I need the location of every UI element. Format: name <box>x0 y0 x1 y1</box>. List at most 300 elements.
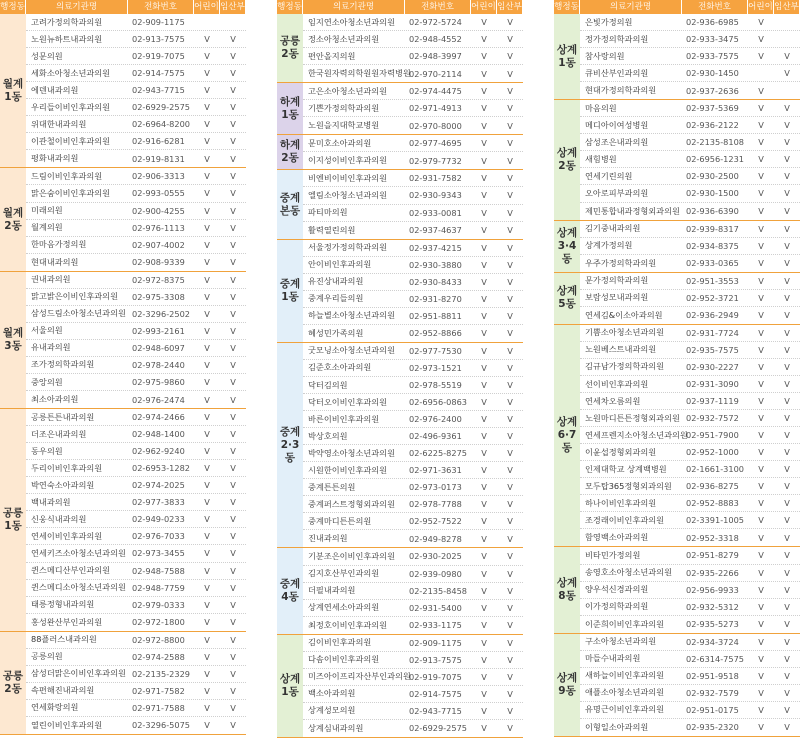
clinic-rows <box>26 168 246 270</box>
clinic-name: 김규남가정의학과의원 <box>585 361 665 372</box>
clinic-name: 두리이비인후과의원 <box>31 462 103 473</box>
clinic-phone: 02-930-2227 <box>686 361 739 372</box>
header-district: 행정동 <box>554 2 579 12</box>
clinic-phone: 02-933-1175 <box>409 620 462 631</box>
pregnant-check: V <box>230 274 236 285</box>
child-check: V <box>758 361 764 372</box>
child-check: V <box>204 68 210 79</box>
pregnant-check: V <box>507 516 513 527</box>
child-check: V <box>481 17 487 28</box>
district-group <box>277 14 523 83</box>
clinic-name: 연세키즈소아청소년과의원 <box>31 547 126 558</box>
pregnant-check: V <box>784 584 790 595</box>
clinic-name: 중계튼튼의원 <box>308 481 356 492</box>
pregnant-check: V <box>230 599 236 610</box>
clinic-row <box>580 31 800 48</box>
clinic-row <box>303 257 523 274</box>
clinic-phone: 02-943-7715 <box>409 705 462 716</box>
pregnant-check: V <box>507 568 513 579</box>
clinic-name: 백내과의원 <box>31 496 71 507</box>
clinic-rows <box>26 632 246 734</box>
clinic-row <box>580 529 800 546</box>
clinic-phone: 02-951-0175 <box>686 704 739 715</box>
clinic-name: 평화내과의원 <box>31 153 79 164</box>
clinic-phone: 02-933-0365 <box>686 258 739 269</box>
child-check: V <box>758 532 764 543</box>
child-check: V <box>758 379 764 389</box>
child-check: V <box>758 413 764 424</box>
clinic-row <box>303 31 523 48</box>
clinic-row <box>26 289 246 306</box>
clinic-row <box>580 203 800 220</box>
district-group <box>554 100 800 220</box>
pregnant-check: V <box>507 242 513 253</box>
clinic-row <box>26 116 246 133</box>
child-check: V <box>481 138 487 149</box>
child-check: V <box>204 617 210 628</box>
pregnant-check: V <box>507 259 513 270</box>
clinic-name: 함영백소아과의원 <box>585 532 649 543</box>
child-check: V <box>204 463 210 474</box>
clinic-row <box>580 651 800 668</box>
child-check: V <box>758 310 764 321</box>
pregnant-check: V <box>784 704 790 715</box>
pregnant-check: V <box>784 292 790 303</box>
child-check: V <box>758 292 764 303</box>
clinic-name: 연세이비인후과의원 <box>31 530 103 541</box>
clinic-name: 유내과의원 <box>31 342 71 353</box>
clinic-rows <box>26 409 246 631</box>
clinic-row <box>26 65 246 82</box>
pregnant-check: V <box>230 480 236 491</box>
clinic-name: 비엔비이비인후과의원 <box>308 172 388 183</box>
district-group <box>554 14 800 100</box>
clinic-name: 혜성민가족의원 <box>308 327 364 338</box>
clinic-row <box>26 700 246 717</box>
clinic-rows <box>303 343 523 548</box>
clinic-phone: 02-970-2114 <box>409 68 462 79</box>
clinic-name: 이관철이비인후과의원 <box>31 135 111 146</box>
clinic-row <box>580 616 800 633</box>
district-label: 중계 1동 <box>277 240 303 342</box>
pregnant-check: V <box>230 153 236 164</box>
clinic-phone: 02-2135-8108 <box>686 137 745 148</box>
district-label: 공릉 2동 <box>277 14 303 82</box>
child-check: V <box>758 240 764 251</box>
clinic-name: 문가정의학과의원 <box>585 275 649 286</box>
child-check: V <box>758 567 764 578</box>
clinic-name: 상계연세소아과의원 <box>308 602 380 613</box>
child-check: V <box>204 702 210 713</box>
clinic-phone: 02-939-8317 <box>686 223 739 234</box>
clinic-row <box>26 306 246 323</box>
child-check: V <box>204 222 210 233</box>
pregnant-check: V <box>507 34 513 45</box>
child-check: V <box>481 242 487 253</box>
pregnant-check: V <box>230 668 236 679</box>
clinic-name: 에덴내과의원 <box>31 84 79 95</box>
clinic-name: 위대한내과의원 <box>31 118 87 129</box>
clinic-row <box>26 48 246 65</box>
clinic-phone: 02-971-7582 <box>132 685 185 696</box>
pregnant-check: V <box>784 653 790 664</box>
clinic-phone: 02-937-4215 <box>409 242 462 253</box>
clinic-phone: 02-932-7579 <box>686 687 739 698</box>
clinic-phone: 02-2135-2329 <box>132 668 191 679</box>
clinic-name: 최소아과의원 <box>31 394 79 405</box>
clinic-phone: 02-948-4552 <box>409 34 462 45</box>
clinic-row <box>303 513 523 530</box>
clinic-name: 노원베스트내과의원 <box>585 344 657 355</box>
pregnant-check: V <box>507 310 513 321</box>
clinic-name: 성문의원 <box>31 50 63 61</box>
child-check: V <box>481 310 487 321</box>
pregnant-check: V <box>507 533 513 544</box>
child-check: V <box>204 188 210 199</box>
clinic-phone: 02-930-1500 <box>686 188 739 199</box>
clinic-phone: 02-951-8279 <box>686 550 739 561</box>
pregnant-check: V <box>507 293 513 304</box>
child-check: V <box>758 619 764 630</box>
clinic-phone: 02-6929-2575 <box>409 723 468 734</box>
clinic-phone: 02-909-1175 <box>132 17 185 28</box>
district-group <box>277 343 523 549</box>
pregnant-check: V <box>230 617 236 628</box>
clinic-row <box>26 580 246 597</box>
clinic-row <box>303 566 523 583</box>
district-group <box>0 168 246 271</box>
clinic-name: 진내과의원 <box>308 533 348 544</box>
clinic-row <box>26 272 246 289</box>
district-label: 월계 2동 <box>0 168 26 270</box>
pregnant-check: V <box>230 514 236 525</box>
pregnant-check: V <box>784 361 790 372</box>
child-check: V <box>204 257 210 268</box>
district-label: 공릉 2동 <box>0 632 26 734</box>
clinic-row <box>303 170 523 187</box>
pregnant-check: V <box>230 51 236 62</box>
pregnant-check: V <box>507 602 513 613</box>
district-label: 상계 5동 <box>554 273 580 324</box>
clinic-rows <box>580 14 800 99</box>
pregnant-check: V <box>507 585 513 596</box>
clinic-row <box>26 597 246 614</box>
clinic-name: 활력열린의원 <box>308 224 356 235</box>
clinic-phone: 02-936-2122 <box>686 120 739 131</box>
clinic-row <box>303 720 523 737</box>
pregnant-check: V <box>784 379 790 389</box>
clinic-row <box>303 83 523 100</box>
clinic-phone: 02-948-1400 <box>132 429 185 440</box>
clinic-name: 세화소아청소년과의원 <box>31 67 111 78</box>
clinic-name: 삼성조은내과의원 <box>585 136 649 147</box>
pregnant-check: V <box>230 342 236 353</box>
clinic-name: 서울정가정의학과의원 <box>308 242 388 253</box>
clinic-phone: 02-951-3553 <box>686 275 739 286</box>
clinic-phone: 02-909-1175 <box>409 637 462 648</box>
clinic-row <box>580 221 800 238</box>
pregnant-check: V <box>230 359 236 370</box>
clinic-phone: 02-930-8433 <box>409 276 462 287</box>
clinic-phone: 02-977-4695 <box>409 138 462 149</box>
clinic-name: 메디아이여성병원 <box>585 119 649 130</box>
pregnant-check: V <box>784 396 790 407</box>
child-check: V <box>481 431 487 442</box>
pregnant-check: V <box>507 551 513 562</box>
child-check: V <box>481 568 487 579</box>
clinic-row <box>580 168 800 185</box>
clinic-row <box>580 65 800 82</box>
pregnant-check: V <box>784 154 790 165</box>
clinic-row <box>303 274 523 291</box>
child-check: V <box>481 688 487 699</box>
clinic-phone: 02-932-7572 <box>686 413 739 424</box>
clinic-rows <box>303 14 523 82</box>
clinic-name: 파티마의원 <box>308 207 348 218</box>
district-group <box>277 135 523 170</box>
pregnant-check: V <box>507 448 513 459</box>
child-check: V <box>204 359 210 370</box>
pregnant-check: V <box>784 413 790 424</box>
child-check: V <box>204 668 210 679</box>
clinic-row <box>26 426 246 443</box>
clinic-phone: 02-907-4002 <box>132 239 185 250</box>
clinic-phone: 02-930-2500 <box>686 171 739 182</box>
district-group <box>554 547 800 633</box>
child-check: V <box>481 465 487 476</box>
clinic-name: 바른이비인후과의원 <box>308 413 380 424</box>
child-check: V <box>204 480 210 491</box>
child-check: V <box>481 448 487 459</box>
clinic-name: 연세기린의원 <box>585 170 633 181</box>
district-label: 월계 3동 <box>0 272 26 408</box>
clinic-row <box>26 632 246 649</box>
clinic-phone: 02-496-9361 <box>409 431 462 442</box>
clinic-name: 고은소아청소년과의원 <box>308 85 388 96</box>
clinic-name: 권내과의원 <box>31 274 71 285</box>
clinic-row <box>303 291 523 308</box>
district-label: 하계 2동 <box>277 135 303 169</box>
clinic-name: 현대내과의원 <box>31 256 79 267</box>
child-check: V <box>204 565 210 576</box>
clinic-phone: 02-973-3455 <box>132 548 185 559</box>
clinic-name: 노원을지대학교병원 <box>308 120 380 131</box>
pregnant-check: V <box>784 619 790 630</box>
pregnant-check: V <box>784 464 790 475</box>
district-label: 중계 본동 <box>277 170 303 238</box>
district-group <box>0 409 246 632</box>
clinic-row <box>580 273 800 290</box>
child-check: V <box>481 276 487 287</box>
clinic-name: 송영호소아청소년과의원 <box>585 567 673 578</box>
child-check: V <box>204 136 210 147</box>
district-label: 공릉 1동 <box>0 409 26 631</box>
clinic-rows <box>580 221 800 272</box>
clinic-rows <box>580 273 800 324</box>
pregnant-check: V <box>784 532 790 543</box>
clinic-phone: 02-930-1450 <box>686 68 739 79</box>
child-check: V <box>758 171 764 182</box>
clinic-row <box>580 478 800 495</box>
pregnant-check: V <box>507 190 513 201</box>
clinic-name: 최정호이비인후과의원 <box>308 619 388 630</box>
clinic-row <box>303 462 523 479</box>
pregnant-check: V <box>507 499 513 510</box>
pregnant-check: V <box>230 68 236 79</box>
district-group <box>554 273 800 325</box>
clinic-name: 상계심내과의원 <box>308 722 364 733</box>
child-check: V <box>481 51 487 62</box>
pregnant-check: V <box>784 601 790 612</box>
clinic-name: 기분조은이비인후과의원 <box>308 550 396 561</box>
clinic-name: 김준호소아과의원 <box>308 362 372 373</box>
clinic-row <box>303 377 523 394</box>
clinic-phone: 02-952-8866 <box>409 328 462 339</box>
clinic-name: 연세김&이소아과의원 <box>585 309 663 320</box>
clinic-phone: 02-952-3721 <box>686 292 739 303</box>
clinic-phone: 02-993-0555 <box>132 188 185 199</box>
clinic-name: 드림이비인후과의원 <box>31 170 103 181</box>
clinic-phone: 02-951-7900 <box>686 430 739 441</box>
clinic-name: 마들수내과의원 <box>585 653 641 664</box>
clinic-row <box>580 100 800 117</box>
clinic-rows <box>303 240 523 342</box>
child-check: V <box>758 722 764 733</box>
clinic-row <box>580 582 800 599</box>
child-check: V <box>204 308 210 319</box>
clinic-row <box>26 203 246 220</box>
pregnant-check: V <box>784 687 790 698</box>
clinic-table-2 <box>277 0 523 734</box>
clinic-phone: 02-948-6097 <box>132 342 185 353</box>
clinic-name: 동우의원 <box>31 445 63 456</box>
clinic-row <box>26 168 246 185</box>
clinic-row <box>580 461 800 478</box>
district-label: 상계 1동 <box>554 14 580 99</box>
clinic-name: 연세차오름의원 <box>585 395 641 406</box>
pregnant-check: V <box>507 688 513 699</box>
table-header <box>277 0 523 14</box>
child-check: V <box>204 34 210 45</box>
pregnant-check: V <box>230 685 236 696</box>
child-check: V <box>758 327 764 338</box>
clinic-phone: 02-932-5312 <box>686 601 739 612</box>
clinic-row <box>303 600 523 617</box>
clinic-name: 더조은내과의원 <box>31 428 87 439</box>
pregnant-check: V <box>507 620 513 631</box>
clinic-phone: 02-971-4913 <box>409 103 462 114</box>
clinic-row <box>303 548 523 565</box>
pregnant-check: V <box>230 377 236 387</box>
clinic-row <box>580 117 800 134</box>
clinic-name: 이형일소아과의원 <box>585 721 649 732</box>
child-check: V <box>758 154 764 165</box>
clinic-row <box>303 479 523 496</box>
child-check: V <box>758 670 764 681</box>
pregnant-check: V <box>784 137 790 148</box>
clinic-name: 연세프렌지소아청소년과의원 <box>585 429 688 440</box>
clinic-name: 신웅식내과의원 <box>31 513 87 524</box>
child-check: V <box>481 397 487 408</box>
header-child: 어린이 <box>194 2 219 12</box>
clinic-name: 새하늘이비인후과의원 <box>585 670 665 681</box>
clinic-phone: 02-972-5724 <box>409 17 462 28</box>
clinic-phone: 02-974-2466 <box>132 412 185 423</box>
clinic-phone: 02-931-8270 <box>409 293 462 304</box>
clinic-phone: 02-972-8375 <box>132 274 185 285</box>
child-check: V <box>481 654 487 665</box>
pregnant-check: V <box>784 68 790 79</box>
clinic-row <box>26 391 246 408</box>
child-check: V <box>204 205 210 216</box>
clinic-phone: 02-931-3090 <box>686 379 739 389</box>
clinic-phone: 02-931-5400 <box>409 602 462 613</box>
clinic-name: 88플러스내과의원 <box>31 634 97 645</box>
clinic-row <box>580 185 800 202</box>
pregnant-check: V <box>784 430 790 441</box>
pregnant-check: V <box>784 636 790 647</box>
pregnant-check: V <box>784 120 790 131</box>
clinic-row <box>580 634 800 651</box>
pregnant-check: V <box>230 136 236 147</box>
pregnant-check: V <box>507 414 513 425</box>
header-phone: 전화번호 <box>405 0 471 14</box>
clinic-phone: 02-952-3318 <box>686 532 739 543</box>
clinic-phone: 02-6314-7575 <box>686 653 745 664</box>
clinic-row <box>303 187 523 204</box>
child-check: V <box>481 120 487 131</box>
clinic-name: 공릉의원 <box>31 651 63 662</box>
clinic-name: 삼성더맑은이비인후과의원 <box>31 668 126 679</box>
child-check: V <box>481 293 487 304</box>
clinic-row <box>303 205 523 222</box>
clinic-name: 월계의원 <box>31 222 63 233</box>
child-check: V <box>481 259 487 270</box>
child-check: V <box>481 155 487 166</box>
clinic-name: 김기중내과의원 <box>585 223 641 234</box>
clinic-row <box>580 565 800 582</box>
clinic-row <box>26 357 246 374</box>
pregnant-check: V <box>507 465 513 476</box>
clinic-name: 김지호산부인과의원 <box>308 568 380 579</box>
clinic-name: 현대가정의학과의원 <box>585 85 657 96</box>
child-check: V <box>758 464 764 475</box>
clinic-name: 노원마디튼튼정형외과의원 <box>585 412 680 423</box>
clinic-name: 노원뉴하트내과의원 <box>31 33 103 44</box>
clinic-name: 선이비인후과의원 <box>585 378 649 389</box>
pregnant-check: V <box>784 498 790 509</box>
pregnant-check: V <box>230 497 236 508</box>
clinic-phone: 02-956-9933 <box>686 584 739 595</box>
clinic-row <box>580 134 800 151</box>
clinic-row <box>580 82 800 99</box>
pregnant-check: V <box>230 85 236 96</box>
clinic-phone: 02-1661-3100 <box>686 464 745 475</box>
clinic-name: 모두탑365정형외과의원 <box>585 480 672 491</box>
pregnant-check: V <box>230 239 236 250</box>
clinic-phone: 02-916-6281 <box>132 136 185 147</box>
clinic-name: 편안올지의원 <box>308 50 356 61</box>
clinic-rows <box>580 547 800 632</box>
child-check: V <box>481 345 487 356</box>
clinic-name: 이윤섭정형외과의원 <box>585 446 657 457</box>
clinic-name: 인제대학교 상계백병원 <box>585 463 667 474</box>
pregnant-check: V <box>507 380 513 390</box>
clinic-phone: 02-973-1521 <box>409 362 462 373</box>
clinic-name: 우리들이비인후과의원 <box>31 101 111 112</box>
clinic-phone: 02-934-3724 <box>686 636 739 647</box>
child-check: V <box>758 515 764 526</box>
